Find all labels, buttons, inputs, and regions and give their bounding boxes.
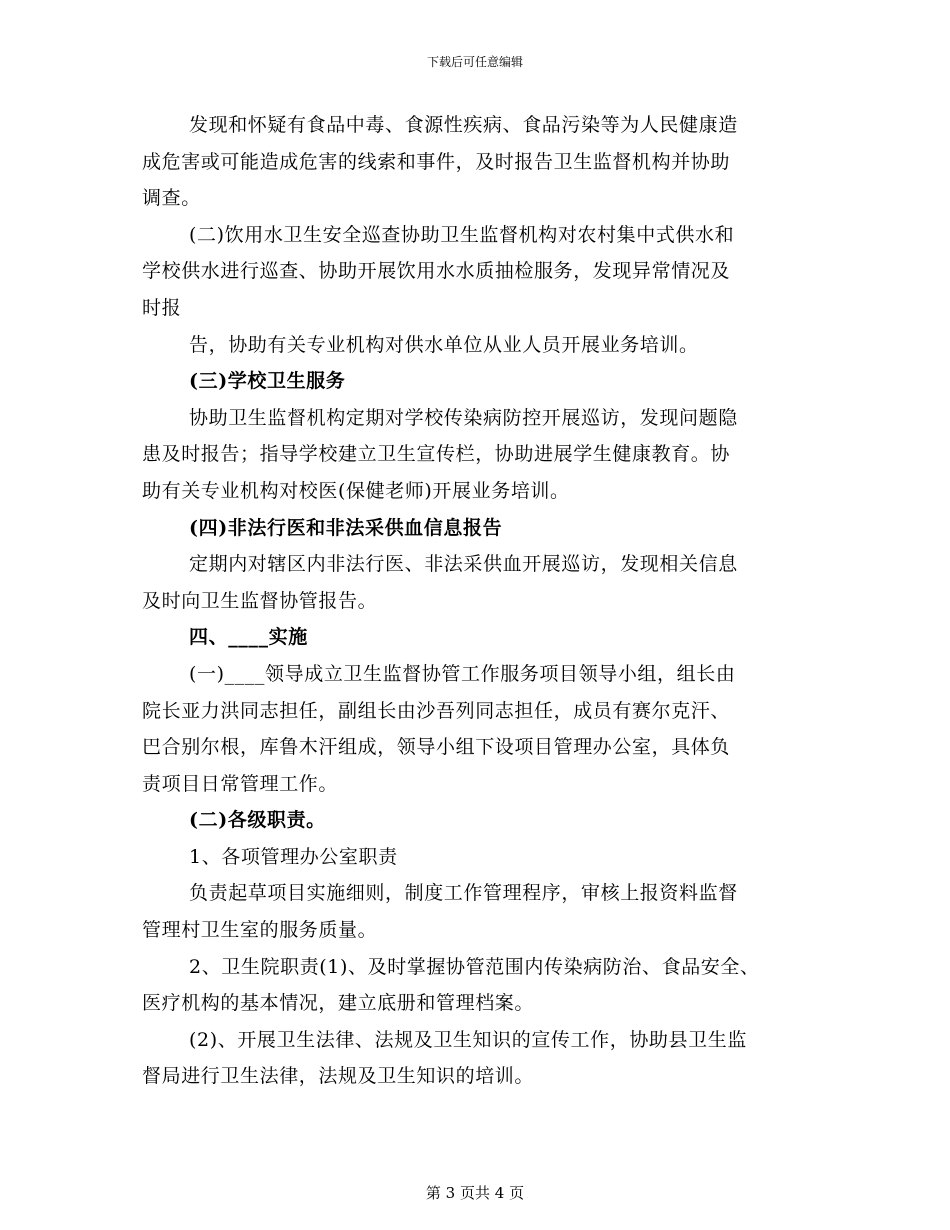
text-line: 定期内对辖区内非法行医、非法采供血开展巡访，发现相关信息 (189, 553, 738, 576)
text-line: (一)____领导成立卫生监督协管工作服务项目领导小组，组长由 (189, 662, 736, 685)
text-line: (四)非法行医和非法采供血信息报告 (189, 516, 503, 539)
text-line: (二)各级职责。 (189, 809, 326, 832)
text-line: (三)学校卫生服务 (189, 370, 346, 393)
page-footer: 第 3 页共 4 页 (425, 1184, 525, 1202)
text-line: 负责起草项目实施细则，制度工作管理程序，审核上报资料监督 (189, 882, 738, 905)
text-line: 协助卫生监督机构定期对学校传染病防控开展巡访，发现问题隐 (189, 406, 738, 429)
text-line: (2)、开展卫生法律、法规及卫生知识的宣传工作，协助县卫生监 (189, 1028, 747, 1051)
text-line: 1、各项管理办公室职责 (189, 845, 398, 868)
text-line: 助有关专业机构对校医(保健老师)开展业务培训。 (142, 479, 570, 502)
page-header: 下载后可任意编辑 (426, 55, 523, 69)
text-line: 责项目日常管理工作。 (142, 772, 339, 795)
text-line: 发现和怀疑有食品中毒、食源性疾病、食品污染等为人民健康造 (189, 114, 738, 136)
text-line: 巴合别尔根，库鲁木汗组成，领导小组下设项目管理办公室，具体负 (142, 736, 731, 759)
text-line: 管理村卫生室的服务质量。 (142, 919, 378, 942)
text-line: 及时向卫生监督协管报告。 (142, 589, 378, 612)
text-line: 成危害或可能造成危害的线索和事件，及时报告卫生监督机构并协助 (142, 150, 731, 173)
document-body (142, 110, 812, 1098)
text-line: 学校供水进行巡查、协助开展饮用水水质抽检服务，发现异常情况及 (142, 260, 731, 283)
text-line: 调查。 (142, 187, 201, 210)
text-line: 医疗机构的基本情况，建立底册和管理档案。 (142, 992, 535, 1015)
text-line: 院长亚力洪同志担任，副组长由沙吾列同志担任，成员有赛尔克汗、 (142, 699, 731, 722)
text-line: 告，协助有关专业机构对供水单位从业人员开展业务培训。 (189, 333, 699, 356)
text-line: 2、卫生院职责(1)、及时掌握协管范围内传染病防治、食品安全、 (189, 955, 760, 978)
text-line: 四、____实施 (189, 626, 308, 649)
text-line: 患及时报告；指导学校建立卫生宣传栏，协助进展学生健康教育。协 (142, 443, 731, 466)
text-line: (二)饮用水卫生安全巡查协助卫生监督机构对农村集中式供水和 (189, 223, 735, 246)
text-line: 督局进行卫生法律，法规及卫生知识的培训。 (142, 1065, 535, 1088)
text-line: 时报 (142, 296, 182, 319)
